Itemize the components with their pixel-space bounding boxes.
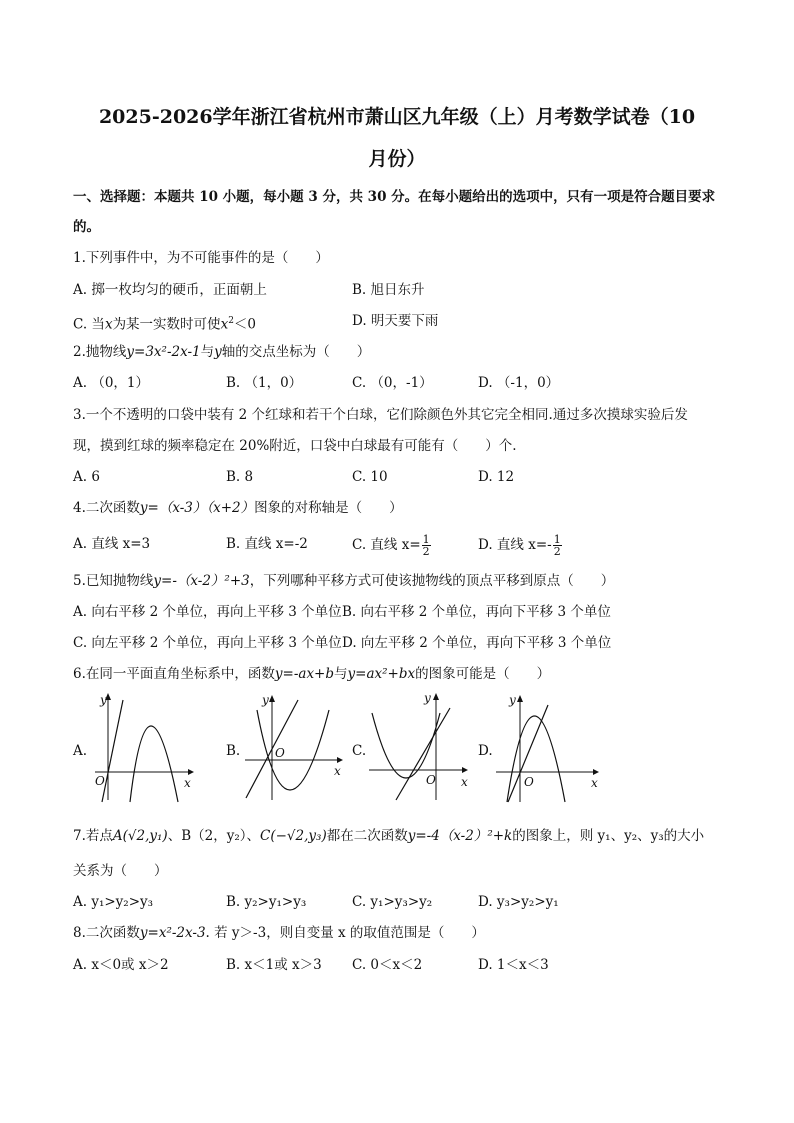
q1-c-expr: x	[220, 316, 229, 333]
graph-c-line	[396, 708, 450, 800]
q4-stem	[73, 498, 403, 518]
q8-stem-suffix: . 若 y＞-3，则自变量 x 的取值范围是（ ）	[205, 925, 485, 941]
q6-option-a-label: A.	[73, 743, 88, 759]
q3-option-a: A. 6	[73, 469, 100, 485]
section-heading-line2: 的。	[73, 219, 100, 235]
q3-stem-line2: 现，摸到红球的频率稳定在 20%附近，口袋中白球最有可能有（ ）个.	[73, 438, 517, 454]
q4-option-a: A. 直线 x=3	[73, 536, 151, 552]
q6-graph-c	[366, 688, 476, 803]
q7-stem-expr: y=-4（x-2）²+k	[407, 828, 513, 844]
q7-point-c: C(−√2,y₃)	[260, 828, 327, 844]
graph-a-parabola	[130, 726, 178, 802]
q6-stem-expr2: y=ax²+bx	[347, 666, 416, 682]
q3-stem-line1: 3.一个不透明的口袋中装有 2 个红球和若干个白球，它们除颜色外其它完全相同.通过多次摸球实验后发	[73, 407, 688, 423]
q1-c-mid: 为某一实数时可使	[112, 316, 221, 333]
q1-c-prefix: C. 当	[73, 316, 105, 333]
q7-option-a: A. y₁>y₂>y₃	[73, 894, 154, 910]
exam-title-line1: 2025-2026学年浙江省杭州市萧山区九年级（上）月考数学试卷（10	[98, 106, 696, 128]
q4-stem-suffix: 图象的对称轴是（ ）	[254, 500, 403, 516]
q7-stem	[73, 826, 704, 846]
q3-option-b: B. 8	[226, 469, 254, 485]
q8-stem-prefix: 8.二次函数	[73, 925, 140, 941]
q2-stem-mid: 与	[200, 344, 215, 360]
q2-option-a: A. （0，1）	[73, 375, 150, 391]
q4-stem-expr: y=（x-3）（x+2）	[139, 500, 255, 516]
section-heading-line1: 一、选择题：本题共 10 小题，每小题 3 分，共 30 分。在每小题给出的选项中，只有一项是符合题目要求	[73, 189, 716, 205]
graph-d-x-arrow	[593, 769, 599, 775]
q2-stem-expr: y=3x²-2x-1	[126, 344, 201, 360]
q6-graph-b	[242, 690, 347, 805]
q6-option-d-label: D.	[478, 743, 493, 759]
q7-option-c: C. y₁>y₃>y₂	[352, 894, 433, 910]
q2-option-d: D. （-1，0）	[478, 375, 560, 391]
q4-option-d	[478, 534, 562, 557]
q6-option-b-label: B.	[226, 743, 241, 759]
q5-stem-suffix: ，下列哪种平移方式可使该抛物线的顶点平移到原点（ ）	[249, 573, 615, 589]
q7-option-b: B. y₂>y₁>y₃	[226, 894, 307, 910]
graph-d-y-arrow	[517, 695, 523, 702]
q5-stem-expr: y=-（x-2）²+3	[153, 573, 250, 589]
graph-b-y-label: y	[262, 693, 269, 707]
graph-c-x-label: x	[461, 775, 468, 789]
q4-c-fraction	[422, 534, 431, 557]
q6-stem-prefix: 6.在同一平面直角坐标系中，函数	[73, 666, 275, 682]
q6-stem-expr1: y=-ax+b	[274, 666, 335, 682]
q4-option-c	[352, 534, 431, 557]
q6-stem-mid: 与	[334, 666, 348, 682]
q4-d-fraction	[553, 534, 562, 557]
graph-c-y-label: y	[424, 691, 431, 705]
q8-option-a: A. x＜0或 x＞2	[73, 957, 169, 973]
q7-stem-mid: 都在二次函数	[326, 828, 408, 844]
q6-stem-suffix: 的图象可能是（ ）	[415, 666, 551, 682]
q8-option-c: C. 0＜x＜2	[352, 957, 423, 973]
q4-c-prefix: C. 直线 x=	[352, 537, 421, 553]
q2-stem	[73, 342, 370, 362]
q2-stem-var: y	[214, 344, 222, 360]
q2-option-c: C. （0，-1）	[352, 375, 433, 391]
q7-stem-suffix: 的图象上，则 y₁、y₂、y₃的大小	[512, 828, 705, 844]
q5-stem-prefix: 5.已知抛物线	[73, 573, 154, 589]
graph-c-parabola	[372, 713, 440, 778]
q8-stem	[73, 923, 485, 943]
q7-stem-prefix: 7.若点	[73, 828, 113, 844]
q4-d-den: 2	[553, 545, 561, 558]
q7-sep: 、B（2，y₂）、	[167, 828, 261, 844]
q7-stem-line2: 关系为（ ）	[73, 863, 168, 879]
q3-option-d: D. 12	[478, 469, 515, 485]
exam-title-line2: 月份）	[368, 148, 426, 170]
graph-a-x-arrow	[188, 769, 194, 775]
graph-c-origin: O	[426, 773, 436, 787]
q2-option-b: B. （1，0）	[226, 375, 303, 391]
q1-c-suffix: ＜0	[233, 316, 257, 333]
graph-a-line	[102, 700, 123, 802]
q7-point-a: A(√2,y₁)	[112, 828, 168, 844]
graph-a-y-label: y	[100, 693, 107, 707]
q4-d-prefix: D. 直线 x=-	[478, 537, 552, 553]
q8-stem-expr: y=x²-2x-3	[139, 925, 206, 941]
q6-stem	[73, 664, 550, 684]
q1-option-b: B. 旭日东升	[352, 282, 425, 298]
graph-b-x-label: x	[334, 764, 341, 778]
q3-option-c: C. 10	[352, 469, 388, 485]
q5-option-b: B. 向右平移 2 个单位，再向下平移 3 个单位	[342, 604, 611, 620]
q2-stem-prefix: 2.抛物线	[73, 344, 127, 360]
q4-c-num: 1	[422, 533, 430, 546]
graph-d-parabola	[507, 716, 565, 802]
q5-option-d: D. 向左平移 2 个单位，再向下平移 3 个单位	[342, 635, 612, 651]
graph-b-y-arrow	[269, 695, 275, 702]
graph-c-x-arrow	[462, 767, 468, 773]
graph-a-origin: O	[95, 774, 105, 788]
graph-b-origin: O	[275, 746, 285, 760]
q4-c-den: 2	[422, 545, 430, 558]
q6-graph-d	[493, 690, 608, 805]
q1-c-var: x	[104, 316, 113, 333]
q8-option-b: B. x＜1或 x＞3	[226, 957, 322, 973]
q7-option-d: D. y₃>y₂>y₁	[478, 894, 559, 910]
q1-option-c	[73, 311, 256, 335]
q8-option-d: D. 1＜x＜3	[478, 957, 549, 973]
q4-d-num: 1	[553, 533, 561, 546]
q1-stem: 1.下列事件中，为不可能事件的是（ ）	[73, 250, 329, 266]
q1-option-a: A. 掷一枚均匀的硬币，正面朝上	[73, 282, 267, 298]
graph-d-origin: O	[524, 775, 534, 789]
q1-option-d: D. 明天要下雨	[352, 313, 439, 329]
q2-stem-suffix: 轴的交点坐标为（ ）	[221, 344, 371, 360]
q5-stem	[73, 571, 614, 591]
graph-a-x-label: x	[184, 776, 191, 790]
q4-option-b: B. 直线 x=-2	[226, 536, 308, 552]
q6-option-c-label: C.	[352, 743, 367, 759]
q5-option-a: A. 向右平移 2 个单位，再向上平移 3 个单位	[73, 604, 342, 620]
q5-option-c: C. 向左平移 2 个单位，再向上平移 3 个单位	[73, 635, 342, 651]
q6-graph-a	[90, 690, 195, 805]
graph-b-parabola	[257, 710, 329, 790]
graph-d-x-label: x	[591, 776, 598, 790]
q4-stem-prefix: 4.二次函数	[73, 500, 140, 516]
graph-d-y-label: y	[509, 693, 516, 707]
q1-c-exp: 2	[228, 316, 234, 326]
graph-b-x-arrow	[337, 757, 343, 763]
graph-c-y-arrow	[433, 693, 439, 700]
